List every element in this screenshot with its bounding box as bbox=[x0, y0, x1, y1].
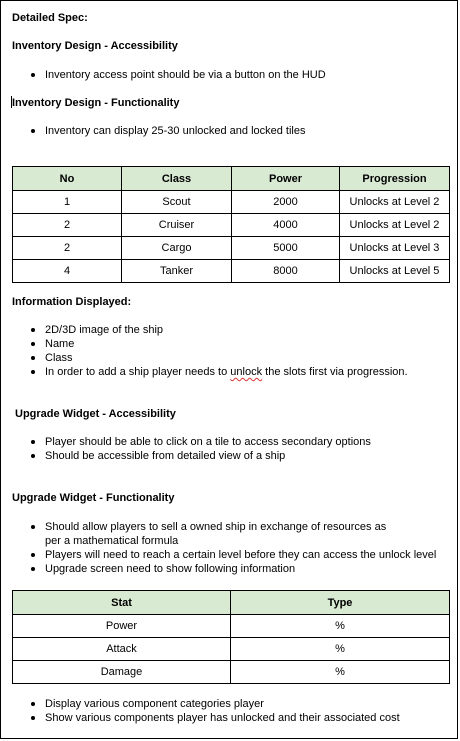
inventory-functionality-heading: Inventory Design - Functionality bbox=[12, 97, 180, 109]
list-item: Inventory can display 25-30 unlocked and locked tiles bbox=[1, 124, 441, 138]
column-header-no: No bbox=[13, 167, 122, 191]
table-cell: 5000 bbox=[232, 237, 340, 260]
upgrade-functionality-list bbox=[1, 520, 441, 576]
table-cell: Cruiser bbox=[122, 214, 232, 237]
list-item: Upgrade screen need to show following information bbox=[1, 562, 441, 576]
list-item: Display various component categories player bbox=[1, 697, 441, 711]
list-item: Class bbox=[1, 351, 441, 365]
table-header-row bbox=[13, 167, 450, 191]
detailed-spec-heading: Detailed Spec: bbox=[12, 12, 88, 24]
table-cell: Attack bbox=[13, 638, 231, 661]
table-cell: 4 bbox=[13, 260, 122, 283]
table-cell: Unlocks at Level 5 bbox=[340, 260, 450, 283]
table-row bbox=[13, 615, 450, 638]
table-cell: % bbox=[231, 638, 450, 661]
list-item: Players will need to reach a certain level before they can access the unlock level bbox=[1, 548, 441, 562]
table-cell: 8000 bbox=[232, 260, 340, 283]
information-displayed-list bbox=[1, 323, 441, 379]
column-header-class: Class bbox=[122, 167, 232, 191]
table-row bbox=[13, 191, 450, 214]
inventory-accessibility-heading: Inventory Design - Accessibility bbox=[12, 40, 178, 52]
table-cell: Unlocks at Level 3 bbox=[340, 237, 450, 260]
list-item: In order to add a ship player needs to unlock the slots first via progression. bbox=[1, 365, 441, 379]
table-cell: Power bbox=[13, 615, 231, 638]
list-item: Show various components player has unlocked and their associated cost bbox=[1, 711, 441, 725]
table-cell: % bbox=[231, 615, 450, 638]
column-header-type: Type bbox=[231, 591, 450, 615]
table-cell: 1 bbox=[13, 191, 122, 214]
column-header-stat: Stat bbox=[13, 591, 231, 615]
table-cell: 2 bbox=[13, 214, 122, 237]
table-cell: 4000 bbox=[232, 214, 340, 237]
table-header-row bbox=[13, 591, 450, 615]
upgrade-functionality-heading: Upgrade Widget - Functionality bbox=[12, 492, 175, 504]
table-row bbox=[13, 661, 450, 684]
table-row bbox=[13, 638, 450, 661]
table-cell: Unlocks at Level 2 bbox=[340, 214, 450, 237]
table-cell: Unlocks at Level 2 bbox=[340, 191, 450, 214]
inventory-functionality-list bbox=[1, 124, 441, 138]
column-header-progression: Progression bbox=[340, 167, 450, 191]
list-item: Name bbox=[1, 337, 441, 351]
table-row bbox=[13, 214, 450, 237]
table-cell: 2 bbox=[13, 237, 122, 260]
table-cell: 2000 bbox=[232, 191, 340, 214]
information-displayed-heading: Information Displayed: bbox=[12, 296, 132, 308]
ship-table bbox=[12, 166, 450, 283]
stat-table bbox=[12, 590, 450, 684]
table-row bbox=[13, 237, 450, 260]
spellcheck-flagged-word: unlock bbox=[230, 366, 263, 378]
list-item: Inventory access point should be via a button on the HUD bbox=[1, 68, 441, 82]
list-item: Player should be able to click on a tile to access secondary options bbox=[1, 435, 441, 449]
table-cell: Damage bbox=[13, 661, 231, 684]
inventory-accessibility-list bbox=[1, 68, 441, 82]
table-cell: Scout bbox=[122, 191, 232, 214]
table-cell: Cargo bbox=[122, 237, 232, 260]
table-cell: Tanker bbox=[122, 260, 232, 283]
table-cell: % bbox=[231, 661, 450, 684]
upgrade-accessibility-heading: Upgrade Widget - Accessibility bbox=[15, 408, 176, 420]
column-header-power: Power bbox=[232, 167, 340, 191]
final-list bbox=[1, 697, 441, 725]
upgrade-accessibility-list bbox=[1, 435, 441, 463]
list-item: 2D/3D image of the ship bbox=[1, 323, 441, 337]
list-item: Should allow players to sell a owned ship in exchange of resources as per a mathematical formula bbox=[1, 520, 441, 548]
list-item: Should be accessible from detailed view of a ship bbox=[1, 449, 441, 463]
table-row bbox=[13, 260, 450, 283]
